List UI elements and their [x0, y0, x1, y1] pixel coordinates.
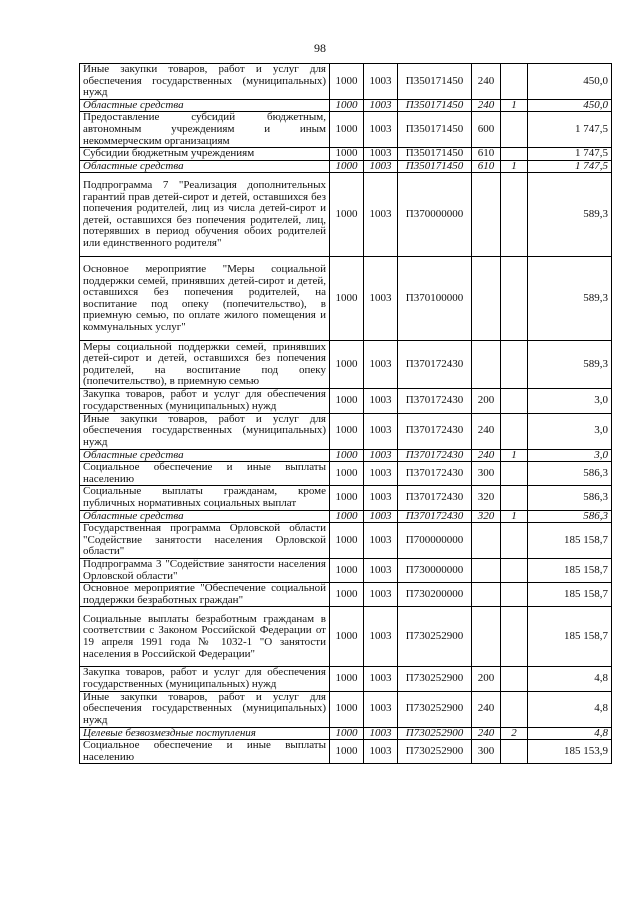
row-subsection-cell: 1003 — [364, 112, 398, 148]
table-row — [80, 99, 612, 112]
row-funding-source-cell — [501, 691, 528, 727]
row-expense-type-cell: 610 — [472, 160, 501, 173]
table-row — [80, 667, 612, 691]
row-amount-cell: 586,3 — [528, 486, 612, 510]
row-target-article-cell: П730000000 — [398, 559, 472, 583]
row-name-cell: Основное мероприятие "Меры социальной поддержки семей, принявших детей-сирот и детей, оставшихся без попечения родителей, на воспитание под опеку (попечительство), в приемную семью, по оплате жилого помещения и коммунальных услуг" — [80, 257, 330, 341]
row-name-cell: Основное мероприятие "Обеспечение социальной поддержки безработных граждан" — [80, 583, 330, 607]
row-funding-source-cell — [501, 173, 528, 257]
row-section-cell: 1000 — [330, 413, 364, 449]
row-section-cell: 1000 — [330, 727, 364, 740]
row-amount-cell: 450,0 — [528, 64, 612, 100]
row-name-cell: Иные закупки товаров, работ и услуг для обеспечения государственных (муниципальных) нужд — [80, 413, 330, 449]
row-subsection-cell: 1003 — [364, 583, 398, 607]
row-funding-source-cell: 1 — [501, 99, 528, 112]
row-section-cell: 1000 — [330, 523, 364, 559]
row-funding-source-cell — [501, 607, 528, 667]
row-target-article-cell: П370172430 — [398, 389, 472, 413]
row-section-cell: 1000 — [330, 99, 364, 112]
row-section-cell: 1000 — [330, 462, 364, 486]
row-expense-type-cell: 600 — [472, 112, 501, 148]
table-row — [80, 691, 612, 727]
row-section-cell: 1000 — [330, 486, 364, 510]
row-section-cell: 1000 — [330, 257, 364, 341]
row-funding-source-cell — [501, 64, 528, 100]
row-subsection-cell: 1003 — [364, 64, 398, 100]
row-expense-type-cell: 240 — [472, 449, 501, 462]
row-amount-cell: 4,8 — [528, 667, 612, 691]
row-subsection-cell: 1003 — [364, 99, 398, 112]
row-name-cell: Областные средства — [80, 510, 330, 523]
table-row — [80, 160, 612, 173]
table-row — [80, 727, 612, 740]
row-amount-cell: 185 158,7 — [528, 559, 612, 583]
row-amount-cell: 1 747,5 — [528, 148, 612, 161]
row-section-cell: 1000 — [330, 341, 364, 389]
row-subsection-cell: 1003 — [364, 257, 398, 341]
row-funding-source-cell — [501, 523, 528, 559]
row-funding-source-cell — [501, 389, 528, 413]
row-expense-type-cell — [472, 607, 501, 667]
row-target-article-cell: П700000000 — [398, 523, 472, 559]
row-funding-source-cell — [501, 257, 528, 341]
row-expense-type-cell — [472, 341, 501, 389]
table-row — [80, 148, 612, 161]
row-expense-type-cell: 240 — [472, 727, 501, 740]
row-funding-source-cell: 2 — [501, 727, 528, 740]
row-name-cell: Социальное обеспечение и иные выплаты населению — [80, 740, 330, 764]
row-expense-type-cell — [472, 173, 501, 257]
row-target-article-cell: П370172430 — [398, 413, 472, 449]
row-subsection-cell: 1003 — [364, 389, 398, 413]
row-name-cell: Областные средства — [80, 99, 330, 112]
table-row — [80, 257, 612, 341]
row-name-cell: Социальное обеспечение и иные выплаты населению — [80, 462, 330, 486]
row-subsection-cell: 1003 — [364, 559, 398, 583]
row-funding-source-cell: 1 — [501, 449, 528, 462]
row-funding-source-cell — [501, 667, 528, 691]
row-target-article-cell: П370172430 — [398, 341, 472, 389]
row-funding-source-cell: 1 — [501, 160, 528, 173]
row-target-article-cell: П370172430 — [398, 510, 472, 523]
row-amount-cell: 1 747,5 — [528, 112, 612, 148]
row-target-article-cell: П370172430 — [398, 462, 472, 486]
row-amount-cell: 589,3 — [528, 257, 612, 341]
table-row — [80, 341, 612, 389]
row-name-cell: Целевые безвозмездные поступления — [80, 727, 330, 740]
row-section-cell: 1000 — [330, 740, 364, 764]
row-name-cell: Закупка товаров, работ и услуг для обеспечения государственных (муниципальных) нужд — [80, 389, 330, 413]
row-section-cell: 1000 — [330, 559, 364, 583]
table-row — [80, 740, 612, 764]
table-row — [80, 64, 612, 100]
table-row — [80, 449, 612, 462]
row-name-cell: Закупка товаров, работ и услуг для обеспечения государственных (муниципальных) нужд — [80, 667, 330, 691]
row-subsection-cell: 1003 — [364, 740, 398, 764]
row-expense-type-cell — [472, 583, 501, 607]
row-amount-cell: 1 747,5 — [528, 160, 612, 173]
row-expense-type-cell: 200 — [472, 389, 501, 413]
row-amount-cell: 450,0 — [528, 99, 612, 112]
row-amount-cell: 185 153,9 — [528, 740, 612, 764]
table-row — [80, 173, 612, 257]
row-subsection-cell: 1003 — [364, 449, 398, 462]
row-funding-source-cell — [501, 740, 528, 764]
table-row — [80, 389, 612, 413]
row-target-article-cell: П730252900 — [398, 667, 472, 691]
table-row — [80, 486, 612, 510]
row-name-cell: Предоставление субсидий бюджетным, автономным учреждениям и иным некоммерческим организациям — [80, 112, 330, 148]
row-subsection-cell: 1003 — [364, 173, 398, 257]
row-funding-source-cell — [501, 462, 528, 486]
row-subsection-cell: 1003 — [364, 607, 398, 667]
row-amount-cell: 3,0 — [528, 413, 612, 449]
row-expense-type-cell — [472, 559, 501, 583]
row-target-article-cell: П730200000 — [398, 583, 472, 607]
row-subsection-cell: 1003 — [364, 160, 398, 173]
row-subsection-cell: 1003 — [364, 462, 398, 486]
row-expense-type-cell: 240 — [472, 64, 501, 100]
row-name-cell: Подпрограмма 7 "Реализация дополнительных гарантий прав детей-сирот и детей, оставшихся без попечения родителей, лиц из числа детей-сирот и детей, оставшихся без попечения родителей, лиц, потерявших в период обучения обоих родителей или единственного родителя" — [80, 173, 330, 257]
row-expense-type-cell: 320 — [472, 510, 501, 523]
table-row — [80, 112, 612, 148]
row-name-cell: Субсидии бюджетным учреждениям — [80, 148, 330, 161]
row-subsection-cell: 1003 — [364, 341, 398, 389]
row-section-cell: 1000 — [330, 173, 364, 257]
row-expense-type-cell: 240 — [472, 99, 501, 112]
row-amount-cell: 185 158,7 — [528, 583, 612, 607]
row-amount-cell: 586,3 — [528, 510, 612, 523]
row-target-article-cell: П730252900 — [398, 607, 472, 667]
row-expense-type-cell — [472, 257, 501, 341]
row-name-cell: Социальные выплаты гражданам, кроме публичных нормативных социальных выплат — [80, 486, 330, 510]
budget-table — [79, 63, 612, 764]
row-subsection-cell: 1003 — [364, 510, 398, 523]
row-target-article-cell: П350171450 — [398, 64, 472, 100]
row-subsection-cell: 1003 — [364, 148, 398, 161]
row-section-cell: 1000 — [330, 667, 364, 691]
row-section-cell: 1000 — [330, 691, 364, 727]
row-name-cell: Государственная программа Орловской области "Содействие занятости населения Орловской области" — [80, 523, 330, 559]
row-section-cell: 1000 — [330, 449, 364, 462]
row-funding-source-cell — [501, 559, 528, 583]
row-subsection-cell: 1003 — [364, 523, 398, 559]
row-expense-type-cell: 300 — [472, 462, 501, 486]
table-row — [80, 413, 612, 449]
row-target-article-cell: П370172430 — [398, 486, 472, 510]
row-amount-cell: 589,3 — [528, 173, 612, 257]
row-expense-type-cell: 610 — [472, 148, 501, 161]
row-amount-cell: 185 158,7 — [528, 523, 612, 559]
row-target-article-cell: П350171450 — [398, 112, 472, 148]
row-name-cell: Иные закупки товаров, работ и услуг для обеспечения государственных (муниципальных) нужд — [80, 691, 330, 727]
row-funding-source-cell: 1 — [501, 510, 528, 523]
row-funding-source-cell — [501, 112, 528, 148]
row-subsection-cell: 1003 — [364, 486, 398, 510]
table-row — [80, 583, 612, 607]
row-amount-cell: 185 158,7 — [528, 607, 612, 667]
row-subsection-cell: 1003 — [364, 413, 398, 449]
row-section-cell: 1000 — [330, 607, 364, 667]
row-funding-source-cell — [501, 486, 528, 510]
row-amount-cell: 586,3 — [528, 462, 612, 486]
row-expense-type-cell: 320 — [472, 486, 501, 510]
row-expense-type-cell: 240 — [472, 691, 501, 727]
row-target-article-cell: П350171450 — [398, 148, 472, 161]
row-subsection-cell: 1003 — [364, 691, 398, 727]
row-expense-type-cell: 240 — [472, 413, 501, 449]
row-section-cell: 1000 — [330, 510, 364, 523]
row-target-article-cell: П350171450 — [398, 160, 472, 173]
row-amount-cell: 4,8 — [528, 691, 612, 727]
row-section-cell: 1000 — [330, 583, 364, 607]
row-funding-source-cell — [501, 413, 528, 449]
row-name-cell: Областные средства — [80, 449, 330, 462]
row-expense-type-cell — [472, 523, 501, 559]
row-name-cell: Иные закупки товаров, работ и услуг для обеспечения государственных (муниципальных) нужд — [80, 64, 330, 100]
row-target-article-cell: П730252900 — [398, 740, 472, 764]
row-funding-source-cell — [501, 341, 528, 389]
row-section-cell: 1000 — [330, 64, 364, 100]
table-row — [80, 523, 612, 559]
row-target-article-cell: П730252900 — [398, 727, 472, 740]
row-funding-source-cell — [501, 583, 528, 607]
page-number: 98 — [314, 41, 326, 55]
row-target-article-cell: П350171450 — [398, 99, 472, 112]
row-name-cell: Социальные выплаты безработным гражданам в соответствии с Законом Российской Федерации от 19 апреля 1991 года № 1032-1 "О занятости населения в Российской Федерации" — [80, 607, 330, 667]
row-subsection-cell: 1003 — [364, 667, 398, 691]
row-amount-cell: 3,0 — [528, 389, 612, 413]
row-section-cell: 1000 — [330, 389, 364, 413]
row-name-cell: Областные средства — [80, 160, 330, 173]
row-expense-type-cell: 200 — [472, 667, 501, 691]
row-amount-cell: 4,8 — [528, 727, 612, 740]
row-amount-cell: 589,3 — [528, 341, 612, 389]
row-amount-cell: 3,0 — [528, 449, 612, 462]
row-funding-source-cell — [501, 148, 528, 161]
row-name-cell: Подпрограмма 3 "Содействие занятости населения Орловской области" — [80, 559, 330, 583]
row-name-cell: Меры социальной поддержки семей, принявших детей-сирот и детей, оставшихся без попечения родителей, на воспитание под опеку (попечительство), в приемную семью — [80, 341, 330, 389]
row-target-article-cell: П730252900 — [398, 691, 472, 727]
budget-table-body — [80, 64, 612, 764]
row-target-article-cell: П370172430 — [398, 449, 472, 462]
table-row — [80, 559, 612, 583]
row-section-cell: 1000 — [330, 160, 364, 173]
row-section-cell: 1000 — [330, 112, 364, 148]
table-row — [80, 607, 612, 667]
row-expense-type-cell: 300 — [472, 740, 501, 764]
row-target-article-cell: П370100000 — [398, 257, 472, 341]
table-row — [80, 510, 612, 523]
row-subsection-cell: 1003 — [364, 727, 398, 740]
table-row — [80, 462, 612, 486]
row-section-cell: 1000 — [330, 148, 364, 161]
row-target-article-cell: П370000000 — [398, 173, 472, 257]
